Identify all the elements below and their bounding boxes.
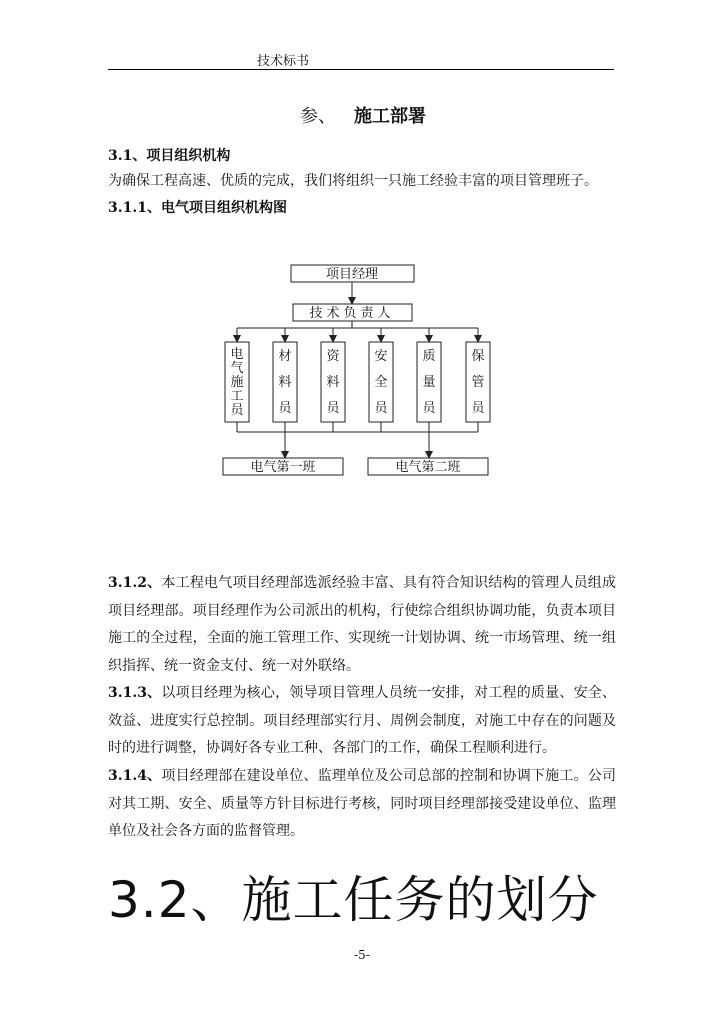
paragraph-3-1-3-text: 以项目经理为核心，领导项目管理人员统一安排，对工程的质量、安全、效益、进度实行总控制。项目经理部实行月、周例会制度，对施工中存在的问题及时的进行调整，协调好各专业工种、各部门的工作，确保工程顺利进行。 [108,685,616,756]
org-label-role: 安全员 [374,349,388,416]
section-3-1-heading: 3.1、项目组织机构 [108,148,231,164]
org-label-project-manager: 项目经理 [325,267,379,282]
paragraph-3-1-4-text: 项目经理部在建设单位、监理单位及公司总部的控制和协调下施工。公司对其工期、安全、质量等方针目标进行考核，同时项目经理部接受建设单位、监理单位及社会各方面的监督管理。 [108,768,616,839]
section-3-2-heading: 3.2、施工任务的划分 [108,871,599,929]
chapter-title-text: 施工部署 [354,106,426,127]
paragraph-3-1-4-number: 3.1.4、 [108,768,162,784]
page-number: -5- [354,948,370,962]
section-3-1-1-heading: 3.1.1、电气项目组织机构图 [108,200,287,216]
section-3-1-intro: 为确保工程高速、优质的完成，我们将组织一只施工经验丰富的项目管理班子。 [108,173,598,189]
org-label-role: 电气施工员 [230,347,244,418]
paragraph-3-1-2-number: 3.1.2、 [108,575,162,591]
paragraph-3-1-4 [108,763,616,846]
chapter-number: 参、 [300,106,336,127]
paragraph-3-1-2 [108,570,616,680]
org-label-role: 质量员 [422,349,436,416]
org-label-role: 材料员 [278,349,292,416]
org-label-role: 资料员 [326,349,340,416]
org-label-team-2: 电气第二班 [395,460,461,475]
org-role-labels [230,346,485,418]
org-label-team-1: 电气第一班 [250,460,316,475]
header-title: 技术标书 [257,54,310,69]
paragraph-3-1-3-number: 3.1.3、 [108,685,162,701]
org-label-role: 保管员 [471,349,485,416]
paragraph-3-1-2-text: 本工程电气项目经理部选派经验丰富、具有符合知识结构的管理人员组成项目经理部。项目经理作为公司派出的机构，行使综合组织协调功能，负责本项目施工的全过程，全面的施工管理工作、实现统一计划协调、统一市场管理、统一组织指挥、统一资金支付、统一对外联络。 [108,575,616,674]
paragraph-3-1-3 [108,680,616,763]
org-label-tech-lead: 技术负责人 [309,306,395,321]
